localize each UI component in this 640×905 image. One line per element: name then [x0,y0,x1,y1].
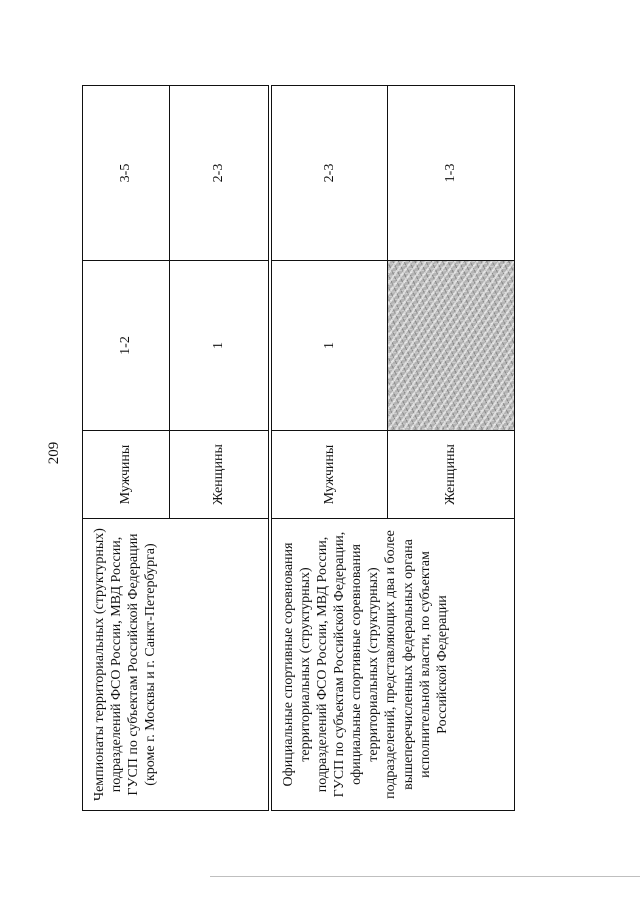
value2-cell: 3-5 [83,86,170,261]
value1-cell: 1-2 [83,261,170,431]
value2-cell: 1-3 [388,86,515,261]
table-row [83,86,170,811]
gender-cell-women: Женщины [170,431,271,519]
document-table-wrapper [82,86,489,811]
bottom-divider [210,876,640,877]
rotated-table-container [82,86,489,811]
value1-cell: 1 [270,261,388,431]
gender-cell-men: Мужчины [83,431,170,519]
event-cell-official-competitions: Официальные спортивные соревнования территориальных (структурных) подразделений ФСО России, МВД России, ГУСП по субъектам Российской Федерации, официальные спортивные соревнования территориальных (структурных) подразделений, представляющих два и более вышеперечисленных федеральных органа исполнительной власти, по субъектам Российской Федерации [270,519,515,811]
shaded-empty-cell [388,261,515,431]
value2-cell: 2-3 [270,86,388,261]
value2-cell: 2-3 [170,86,271,261]
page-number: 209 [46,441,62,465]
gender-cell-women: Женщины [388,431,515,519]
gender-cell-men: Мужчины [270,431,388,519]
competitions-table [82,85,515,811]
value1-cell: 1 [170,261,271,431]
table-row [270,86,388,811]
event-cell-territorial-championships: Чемпионаты территориальных (структурных) подразделений ФСО России, МВД России, ГУСП по субъектам Российской Федерации (кроме г. Москвы и г. Санкт-Петербурга) [83,519,271,811]
